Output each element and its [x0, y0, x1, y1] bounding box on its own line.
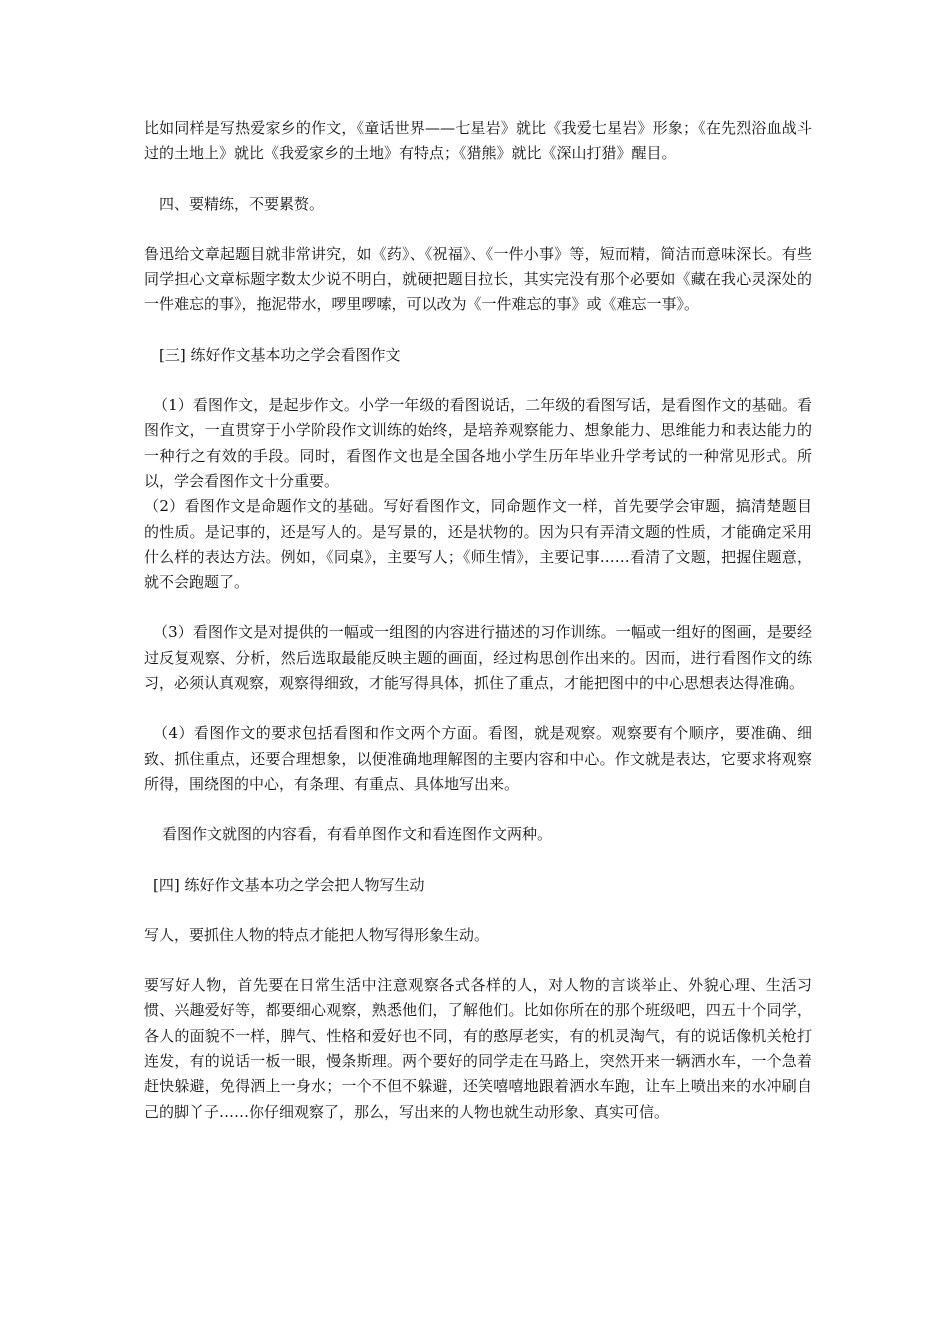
body-paragraph: （1）看图作文，是起步作文。小学一年级的看图说话，二年级的看图写话，是看图作文的基础。看图作文，一直贯穿于小学阶段作文训练的始终，是培养观察能力、想象能力、思维能力和表达能力的一种行之有效的手段。同时，看图作文也是全国各地小学生历年毕业升学考试的一种常见形式。所以，学会看图作文十分重要。: [144, 396, 812, 490]
document-page: [144, 116, 812, 1150]
section-heading: [四] 练好作文基本功之学会把人物写生动: [153, 875, 425, 894]
body-paragraph: （2）看图作文是命题作文的基础。写好看图作文，同命题作文一样，首先要学会审题，搞清楚题目的性质。是记事的，还是写人的。是写景的，还是状物的。因为只有弄清文题的性质，才能确定采用什么样的表达方法。例如，《同桌》，主要写人；《师生情》，主要记事……看清了文题，把握住题意，就不会跑题了。: [144, 497, 812, 592]
body-paragraph: （4）看图作文的要求包括看图和作文两个方面。看图，就是观察。观察要有个顺序，要准确、细致、抓住重点，还要合理想象，以便准确地理解图的主要内容和中心。作文就是表达，它要求将观察所得，围绕图的中心，有条理、有重点、具体地写出来。: [144, 724, 812, 793]
section-heading: [三] 练好作文基本功之学会看图作文: [159, 345, 401, 364]
section-heading: 四、要精练，不要累赘。: [159, 194, 325, 213]
body-paragraph: （3）看图作文是对提供的一幅或一组图的内容进行描述的习作训练。一幅或一组好的图画，是要经过反复观察、分析，然后选取最能反映主题的画面，经过构思创作出来的。因而，进行看图作文的练习，必须认真观察，观察得细致，才能写得具体，抓住了重点，才能把图中的中心思想表达得准确。: [144, 623, 812, 693]
body-paragraph: 鲁迅给文章起题目就非常讲究，如《药》、《祝福》、《一件小事》等，短而精，简洁而意味深长。有些同学担心文章标题字数太少说不明白，就硬把题目拉长，其实完没有那个必要如《藏在我心灵深处的一件难忘的事》，拖泥带水，啰里啰嗦，可以改为《一件难忘的事》或《难忘一事》。: [144, 244, 812, 314]
body-paragraph: 看图作文就图的内容看，有看单图作文和看连图作文两种。: [162, 825, 553, 844]
body-paragraph: 要写好人物，首先要在日常生活中注意观察各式各样的人，对人物的言谈举止、外貌心理、生活习惯、兴趣爱好等，都要细心观察，熟悉他们，了解他们。比如你所在的那个班级吧，四五十个同学，各人的面貌不一样，脾气、性格和爱好也不同，有的憨厚老实，有的机灵淘气，有的说话像机关枪打连发，有的说话一板一眼，慢条斯理。两个要好的同学走在马路上，突然开来一辆洒水车，一个急着赶快躲避，免得洒上一身水；一个不但不躲避，还笑嘻嘻地跟着洒水车跑，让车上喷出来的水冲刷自己的脚丫子……你仔细观察了，那么，写出来的人物也就生动形象、真实可信。: [144, 976, 812, 1121]
body-paragraph: 写人，要抓住人物的特点才能把人物写得形象生动。: [144, 925, 490, 944]
body-paragraph: 比如同样是写热爱家乡的作文，《童话世界——七星岩》就比《我爱七星岩》形象；《在先烈浴血战斗过的土地上》就比《我爱家乡的土地》有特点；《猎熊》就比《深山打猎》醒目。: [144, 119, 812, 163]
